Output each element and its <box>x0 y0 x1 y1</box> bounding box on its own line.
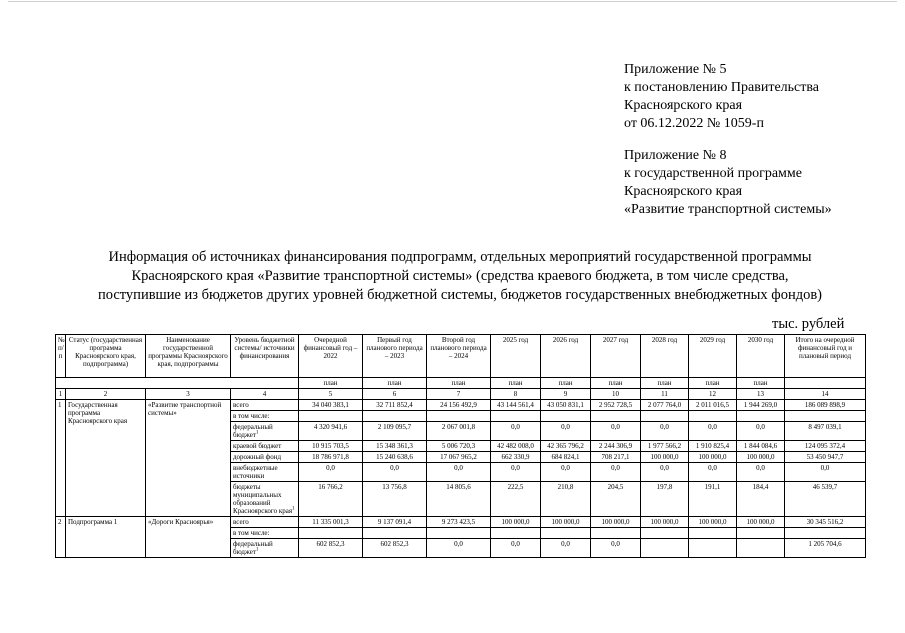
column-number: 6 <box>363 389 427 400</box>
funding-source <box>231 422 299 441</box>
plan-cell: план <box>491 378 541 389</box>
funding-source-label: федеральный бюджет <box>233 540 273 556</box>
funding-source-label: в том числе: <box>233 412 270 420</box>
amount-cell: 0,0 <box>491 422 541 441</box>
amount-cell: 9 273 423,5 <box>427 517 491 528</box>
header-cell: 2027 год <box>591 335 641 378</box>
amount-cell: 24 156 492,9 <box>427 400 491 411</box>
amount-cell: 0,0 <box>541 463 591 482</box>
plan-cell: план <box>299 378 363 389</box>
amount-cell <box>641 539 689 558</box>
funding-source <box>231 517 299 528</box>
amount-cell <box>737 539 785 558</box>
amount-cell: 100 000,0 <box>641 452 689 463</box>
amount-cell <box>299 528 363 539</box>
amount-cell <box>689 528 737 539</box>
document-title <box>40 248 880 305</box>
amount-cell: 18 786 971,8 <box>299 452 363 463</box>
funding-source <box>231 452 299 463</box>
amount-cell: 53 450 947,7 <box>785 452 866 463</box>
table-header-row <box>56 335 866 378</box>
amount-cell: 0,0 <box>491 463 541 482</box>
amount-cell: 662 330,9 <box>491 452 541 463</box>
appendix-8-line: к государственной программе <box>624 166 802 181</box>
appendix-5-line: от 06.12.2022 № 1059-п <box>624 116 764 131</box>
funding-source <box>231 463 299 482</box>
amount-cell <box>541 528 591 539</box>
table-body <box>56 400 866 558</box>
column-number: 2 <box>66 389 146 400</box>
plan-cell: план <box>427 378 491 389</box>
amount-cell: 42 482 008,0 <box>491 441 541 452</box>
amount-cell: 100 000,0 <box>541 517 591 528</box>
amount-cell: 2 077 764,0 <box>641 400 689 411</box>
column-number: 9 <box>541 389 591 400</box>
funding-source <box>231 411 299 422</box>
amount-cell: 186 089 898,9 <box>785 400 866 411</box>
amount-cell: 708 217,1 <box>591 452 641 463</box>
units-caption: тыс. рублей <box>772 316 845 332</box>
amount-cell: 100 000,0 <box>689 452 737 463</box>
amount-cell: 2 952 728,5 <box>591 400 641 411</box>
row-number: 2 <box>56 517 66 558</box>
amount-cell: 124 095 372,4 <box>785 441 866 452</box>
amount-cell: 0,0 <box>427 539 491 558</box>
amount-cell: 42 365 796,2 <box>541 441 591 452</box>
amount-cell: 0,0 <box>737 463 785 482</box>
amount-cell: 184,4 <box>737 482 785 517</box>
amount-cell: 100 000,0 <box>641 517 689 528</box>
amount-cell <box>785 411 866 422</box>
program-status: Подпрограмма 1 <box>66 517 146 558</box>
amount-cell: 0,0 <box>785 463 866 482</box>
column-number: 1 <box>56 389 66 400</box>
header-cell: 2028 год <box>641 335 689 378</box>
funding-source <box>231 539 299 558</box>
appendix-8-header <box>624 147 894 219</box>
table-column-numbers-row <box>56 389 866 400</box>
amount-cell <box>541 411 591 422</box>
amount-cell: 0,0 <box>363 463 427 482</box>
appendix-5-line: к постановлению Правительства <box>624 80 820 95</box>
amount-cell <box>363 411 427 422</box>
header-cell: 2025 год <box>491 335 541 378</box>
scan-top-edge <box>8 1 897 2</box>
amount-cell: 1 977 566,2 <box>641 441 689 452</box>
column-number: 8 <box>491 389 541 400</box>
amount-cell: 197,8 <box>641 482 689 517</box>
amount-cell: 2 067 001,8 <box>427 422 491 441</box>
funding-source-label: бюджеты муниципальных образований Красноярского края <box>233 483 293 515</box>
amount-cell: 1 205 704,6 <box>785 539 866 558</box>
funding-source-label: всего <box>233 401 249 409</box>
amount-cell <box>491 411 541 422</box>
footnote-marker: 1 <box>255 430 259 436</box>
amount-cell: 222,5 <box>491 482 541 517</box>
amount-cell <box>689 411 737 422</box>
financing-table <box>55 334 866 558</box>
amount-cell: 30 345 516,2 <box>785 517 866 528</box>
amount-cell: 0,0 <box>591 539 641 558</box>
amount-cell: 602 852,3 <box>299 539 363 558</box>
amount-cell: 43 144 561,4 <box>491 400 541 411</box>
amount-cell <box>785 528 866 539</box>
funding-source-label: краевой бюджет <box>233 442 282 450</box>
footnote-marker: 1 <box>292 506 295 512</box>
column-number: 14 <box>785 389 866 400</box>
header-cell: 2029 год <box>689 335 737 378</box>
amount-cell: 10 915 703,5 <box>299 441 363 452</box>
amount-cell: 204,5 <box>591 482 641 517</box>
header-cell: 2026 год <box>541 335 591 378</box>
funding-source-label: федеральный бюджет <box>233 423 273 439</box>
column-number: 4 <box>231 389 299 400</box>
amount-cell: 11 335 001,3 <box>299 517 363 528</box>
amount-cell: 1 944 269,0 <box>737 400 785 411</box>
amount-cell: 0,0 <box>491 539 541 558</box>
amount-cell: 0,0 <box>541 539 591 558</box>
plan-cell: план <box>363 378 427 389</box>
amount-cell: 0,0 <box>541 422 591 441</box>
amount-cell: 15 240 638,6 <box>363 452 427 463</box>
appendix-8-line: Приложение № 8 <box>624 148 727 163</box>
amount-cell: 684 824,1 <box>541 452 591 463</box>
program-name: «Дороги Красноярья» <box>146 517 231 558</box>
column-number: 5 <box>299 389 363 400</box>
amount-cell: 0,0 <box>591 463 641 482</box>
amount-cell: 2 109 095,7 <box>363 422 427 441</box>
table-row <box>56 400 866 411</box>
row-number: 1 <box>56 400 66 517</box>
amount-cell: 34 040 383,1 <box>299 400 363 411</box>
amount-cell: 0,0 <box>641 422 689 441</box>
amount-cell <box>491 528 541 539</box>
funding-source <box>231 528 299 539</box>
amount-cell: 100 000,0 <box>591 517 641 528</box>
funding-source-label: в том числе: <box>233 529 270 537</box>
funding-source <box>231 441 299 452</box>
appendix-8-line: Красноярского края <box>624 184 743 199</box>
amount-cell: 15 348 361,3 <box>363 441 427 452</box>
program-status: Государственная программа Красноярского края <box>66 400 146 517</box>
amount-cell: 8 497 039,1 <box>785 422 866 441</box>
amount-cell <box>737 528 785 539</box>
amount-cell: 0,0 <box>641 463 689 482</box>
plan-cell: план <box>737 378 785 389</box>
document-title-line: Красноярского края «Развитие транспортной системы» (средства краевого бюджета, в том числе средства, <box>131 268 789 284</box>
amount-cell: 0,0 <box>427 463 491 482</box>
amount-cell: 0,0 <box>689 422 737 441</box>
amount-cell <box>591 411 641 422</box>
amount-cell <box>641 411 689 422</box>
amount-cell: 0,0 <box>689 463 737 482</box>
amount-cell: 14 805,6 <box>427 482 491 517</box>
column-number: 7 <box>427 389 491 400</box>
header-cell: Итого на очередной финансовый год и плановый период <box>785 335 866 378</box>
amount-cell: 602 852,3 <box>363 539 427 558</box>
amount-cell: 100 000,0 <box>689 517 737 528</box>
amount-cell: 32 711 852,4 <box>363 400 427 411</box>
amount-cell: 1 910 825,4 <box>689 441 737 452</box>
appendix-8-line: «Развитие транспортной системы» <box>624 202 832 217</box>
header-cell: № п/п <box>56 335 66 378</box>
appendix-5-header <box>624 61 894 133</box>
appendix-5-line: Приложение № 5 <box>624 62 727 77</box>
header-cell: Наименование государственной программы Красноярского края, подпрограммы <box>146 335 231 378</box>
column-number: 12 <box>689 389 737 400</box>
amount-cell: 0,0 <box>299 463 363 482</box>
amount-cell <box>363 528 427 539</box>
document-title-line: Информация об источниках финансирования подпрограмм, отдельных мероприятий государственной программы <box>108 249 812 265</box>
amount-cell: 0,0 <box>591 422 641 441</box>
amount-cell: 2 244 306,9 <box>591 441 641 452</box>
funding-source-label: дорожный фонд <box>233 453 282 461</box>
plan-cell: план <box>689 378 737 389</box>
program-name: «Развитие транспортной системы» <box>146 400 231 517</box>
amount-cell: 43 050 831,1 <box>541 400 591 411</box>
column-number: 10 <box>591 389 641 400</box>
header-cell: Первый год планового периода – 2023 <box>363 335 427 378</box>
amount-cell <box>737 411 785 422</box>
amount-cell: 17 067 965,2 <box>427 452 491 463</box>
funding-source <box>231 482 299 517</box>
amount-cell <box>427 411 491 422</box>
column-number: 13 <box>737 389 785 400</box>
amount-cell: 16 766,2 <box>299 482 363 517</box>
amount-cell: 13 756,8 <box>363 482 427 517</box>
plan-row-spacer <box>56 378 299 389</box>
amount-cell: 4 320 941,6 <box>299 422 363 441</box>
amount-cell: 210,8 <box>541 482 591 517</box>
funding-source-label: всего <box>233 518 249 526</box>
plan-cell: план <box>541 378 591 389</box>
footnote-marker: 1 <box>255 547 259 553</box>
amount-cell <box>689 539 737 558</box>
amount-cell: 9 137 091,4 <box>363 517 427 528</box>
appendix-5-line: Красноярского края <box>624 98 743 113</box>
amount-cell: 0,0 <box>737 422 785 441</box>
funding-source <box>231 400 299 411</box>
amount-cell: 1 844 084,6 <box>737 441 785 452</box>
plan-cell: план <box>641 378 689 389</box>
amount-cell <box>591 528 641 539</box>
header-cell: Очередной финансовый год – 2022 <box>299 335 363 378</box>
amount-cell: 100 000,0 <box>491 517 541 528</box>
amount-cell: 100 000,0 <box>737 452 785 463</box>
header-cell: 2030 год <box>737 335 785 378</box>
amount-cell: 5 006 720,3 <box>427 441 491 452</box>
amount-cell <box>299 411 363 422</box>
funding-source-label: внебюджетные источники <box>233 464 278 480</box>
amount-cell: 100 000,0 <box>737 517 785 528</box>
amount-cell <box>641 528 689 539</box>
table-row <box>56 517 866 528</box>
plan-row-spacer <box>785 378 866 389</box>
document-title-line: поступившие из бюджетов других уровней бюджетной системы, бюджетов государственных внебюджетных фондов) <box>97 287 823 303</box>
amount-cell: 2 011 016,5 <box>689 400 737 411</box>
column-number: 11 <box>641 389 689 400</box>
header-cell: Уровень бюджетной системы/ источники финансирования <box>231 335 299 378</box>
plan-cell: план <box>591 378 641 389</box>
table-plan-row <box>56 378 866 389</box>
amount-cell: 191,1 <box>689 482 737 517</box>
column-number: 3 <box>146 389 231 400</box>
header-cell: Второй год планового периода – 2024 <box>427 335 491 378</box>
header-cell: Статус (государственная программа Красноярского края, подпрограмма) <box>66 335 146 378</box>
amount-cell: 46 539,7 <box>785 482 866 517</box>
amount-cell <box>427 528 491 539</box>
